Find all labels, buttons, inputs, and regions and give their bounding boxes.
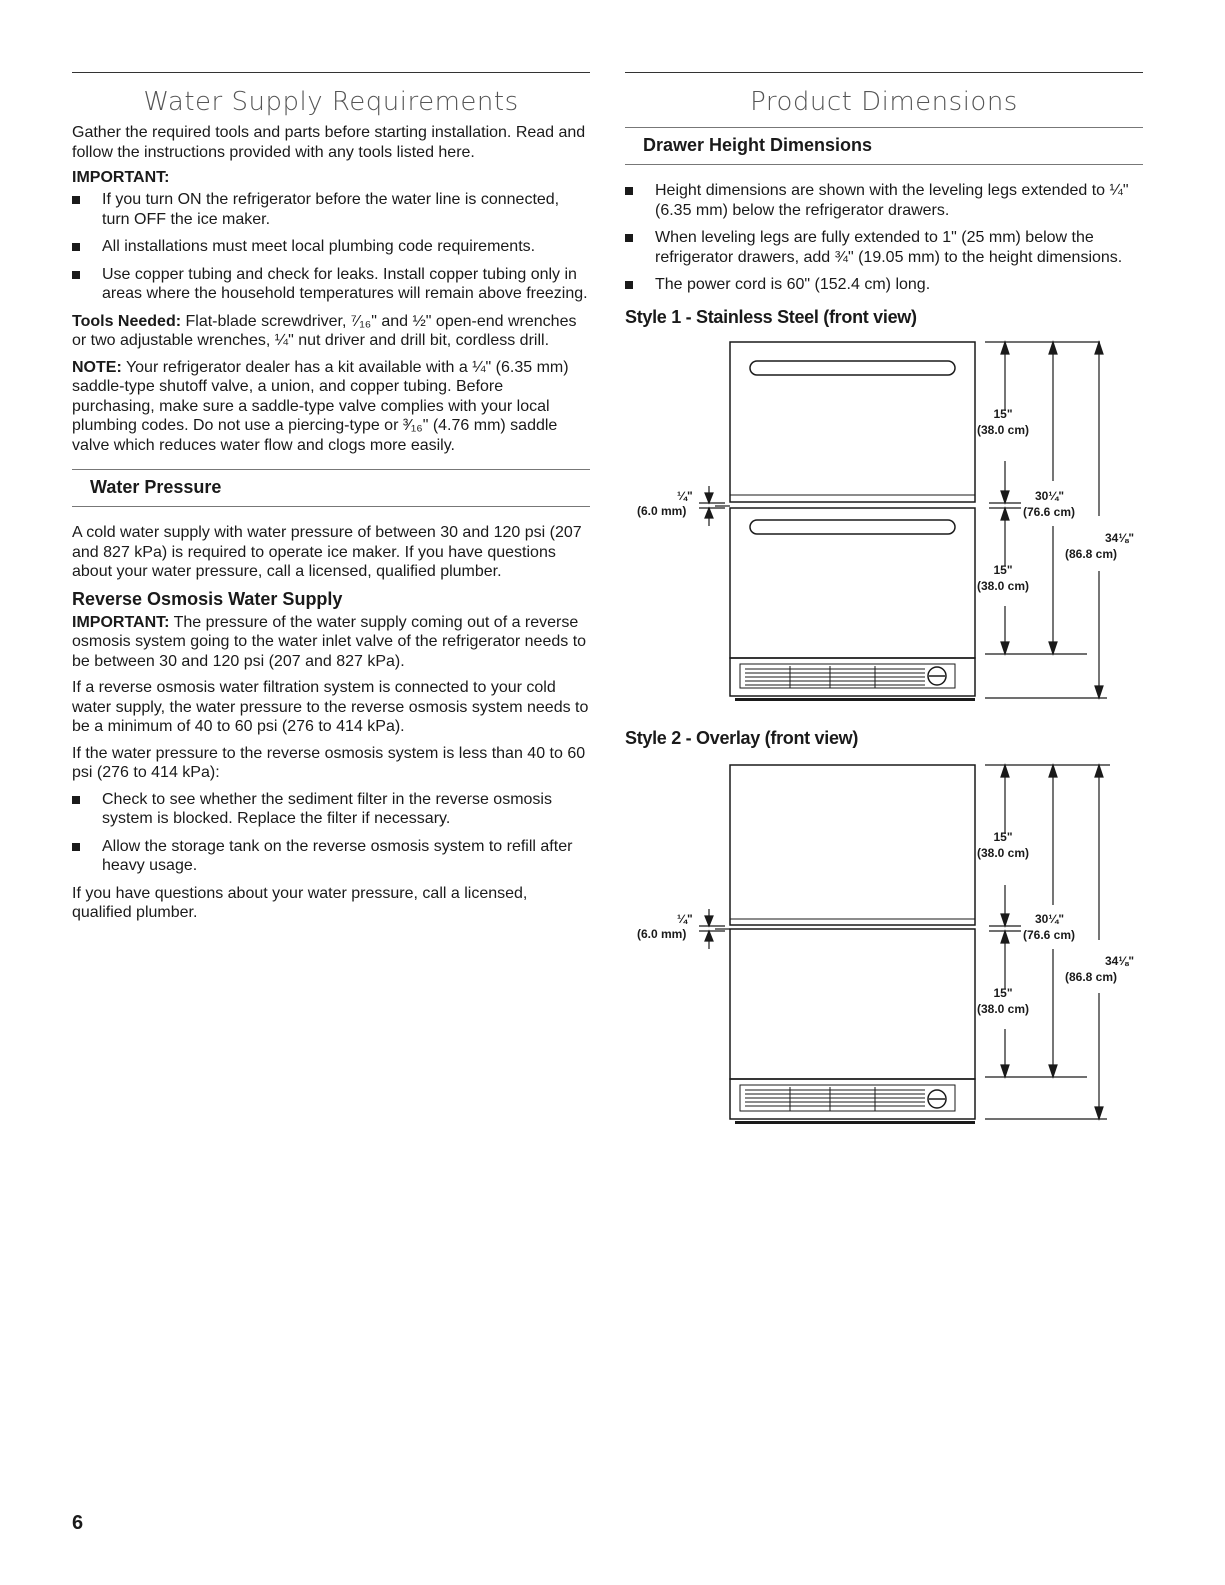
gap-mm: (6.0 mm) (637, 503, 687, 518)
list-item: Height dimensions are shown with the leveling legs extended to ¼" (6.35 mm) below the refrigerator drawers. (625, 181, 1143, 220)
lower-drawer-handle (750, 520, 955, 534)
ro-important-text: The pressure of the water supply coming out of a reverse osmosis system going to the water inlet valve of the refrigerator needs to be between 30 and 120 psi (207 and 827 kPa). (72, 613, 587, 670)
mid-height-in: 30¼" (1035, 911, 1065, 926)
section-rule (625, 72, 1143, 73)
list-item: Check to see whether the sediment filter in the reverse osmosis system is blocked. Replace the filter if necessary. (72, 790, 590, 829)
pressure-paragraph: A cold water supply with water pressure of between 30 and 120 psi (207 and 827 kPa) is required to operate ice maker. If you have questions about your water pressure, call a licensed, qualified plumber. (72, 524, 582, 580)
important-label: IMPORTANT: (72, 169, 170, 186)
mid-height-cm: (76.6 cm) (1023, 504, 1076, 519)
section-rule (72, 72, 590, 73)
list-item: Use copper tubing and check for leaks. Install copper tubing only in areas where the household temperatures will remain above freezing. (72, 265, 590, 304)
list-item: If you turn ON the refrigerator before the water line is connected, turn OFF the ice maker. (72, 190, 590, 229)
upper-panel-height-in: 15" (993, 829, 1013, 844)
ro-paragraph-3: If the water pressure to the reverse osmosis system is less than 40 to 60 psi (276 to 414 kPa): (72, 744, 586, 781)
water-pressure-heading-box (72, 469, 590, 507)
water-supply-column (72, 72, 590, 930)
mid-height-cm: (76.6 cm) (1023, 927, 1076, 942)
lower-drawer (730, 508, 975, 658)
upper-drawer-height-in: 15" (993, 406, 1013, 421)
list-item: The power cord is 60" (152.4 cm) long. (625, 275, 1143, 295)
ro-closing-paragraph: If you have questions about your water pressure, call a licensed, qualified plumber. (72, 884, 528, 921)
gap-in: ¼" (677, 911, 693, 926)
gap-in: ¼" (677, 488, 693, 503)
tools-paragraph (72, 312, 590, 351)
important-list (72, 190, 590, 304)
style1-diagram (625, 336, 1143, 716)
ro-important-paragraph (72, 613, 590, 672)
mid-height-in: 30¼" (1035, 488, 1065, 503)
lower-overlay-panel (730, 929, 975, 1079)
dimension-lines (699, 765, 1110, 1119)
lower-drawer-height-cm: (38.0 cm) (976, 578, 1030, 593)
style2-diagram (625, 757, 1143, 1132)
lower-panel-height-in: 15" (993, 985, 1013, 1000)
drawer-height-heading-box (625, 127, 1143, 165)
upper-drawer-height-cm: (38.0 cm) (976, 422, 1030, 437)
upper-panel-height-cm: (38.0 cm) (976, 845, 1030, 860)
total-height-in: 34⅛" (1105, 953, 1135, 968)
dimension-notes-list (625, 181, 1143, 295)
lower-panel-height-cm: (38.0 cm) (976, 1001, 1030, 1016)
total-height-cm: (86.8 cm) (1065, 546, 1118, 561)
gap-mm: (6.0 mm) (637, 926, 687, 941)
note-label: NOTE: (72, 358, 122, 376)
drawer-height-heading: Drawer Height Dimensions (643, 135, 873, 155)
ro-list (72, 790, 590, 876)
tools-label: Tools Needed: (72, 312, 182, 330)
style1-label: Style 1 - Stainless Steel (front view) (625, 306, 917, 327)
ro-paragraph-2: If a reverse osmosis water filtration system is connected to your cold water supply, the water pressure to the reverse osmosis system needs to be a minimum of 40 to 60 psi (276 to 414 kPa). (72, 679, 589, 735)
product-dimensions-column (625, 72, 1143, 1132)
style2-label: Style 2 - Overlay (front view) (625, 727, 859, 748)
upper-drawer-handle (750, 361, 955, 375)
water-supply-title: Water Supply Requirements (143, 87, 519, 117)
vent-grille-lines (745, 1087, 925, 1111)
page-number: 6 (72, 1512, 84, 1534)
ro-heading: Reverse Osmosis Water Supply (72, 588, 343, 609)
upper-drawer (730, 342, 975, 502)
total-height-cm: (86.8 cm) (1065, 969, 1118, 984)
total-height-in: 34⅛" (1105, 530, 1135, 545)
vent-grille-lines (745, 666, 925, 688)
intro-paragraph: Gather the required tools and parts before starting installation. Read and follow the instructions provided with any tools listed here. (72, 124, 586, 161)
upper-overlay-panel (730, 765, 975, 925)
list-item: All installations must meet local plumbing code requirements. (72, 237, 590, 257)
lower-drawer-height-in: 15" (993, 562, 1013, 577)
list-item: Allow the storage tank on the reverse osmosis system to refill after heavy usage. (72, 837, 590, 876)
product-dimensions-title: Product Dimensions (750, 87, 1018, 117)
water-pressure-heading: Water Pressure (90, 477, 222, 497)
note-paragraph (72, 358, 590, 456)
list-item: When leveling legs are fully extended to 1" (25 mm) below the refrigerator drawers, add ¾" (19.05 mm) to the height dimensions. (625, 228, 1143, 267)
tools-text: Flat-blade screwdriver, ⁷⁄₁₆" and ½" open-end wrenches or two adjustable wrenches, ¼" nut driver and drill bit, cordless drill. (72, 312, 577, 349)
note-text: Your refrigerator dealer has a kit available with a ¼" (6.35 mm) saddle-type shutoff valve, a union, and copper tubing. Before purchasing, make sure a saddle-type valve complies with your local plumbing codes. Do not use a piercing-type or ³⁄₁₆" (4.76 mm) saddle valve which reduces water flow and clogs more easily. (72, 358, 569, 454)
ro-important-label: IMPORTANT: (72, 613, 170, 631)
